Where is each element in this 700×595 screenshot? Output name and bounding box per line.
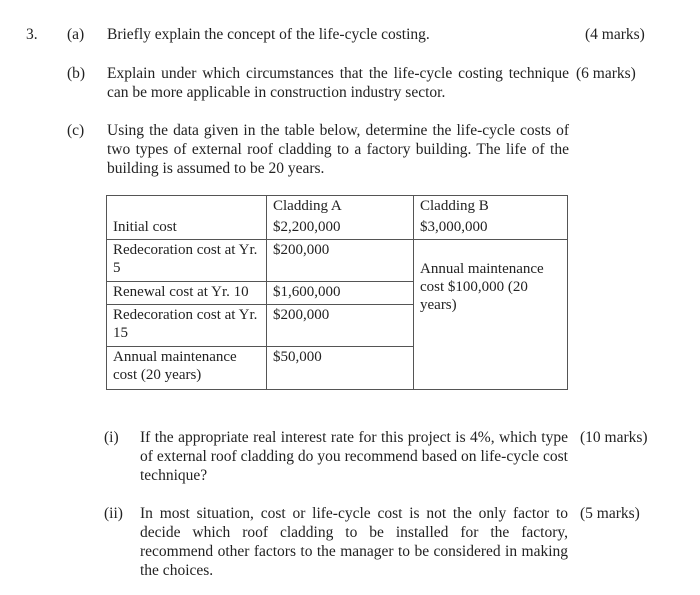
subpart-ii-text: In most situation, cost or life-cycle cost is not the only factor to decide which roof cladding to be installed for the factory, recommend other factors to the manager to be considered in making the choices. — [140, 505, 568, 579]
table-header-b: Cladding B — [414, 196, 568, 218]
table-cell-item: Redecoration cost at Yr. 15 — [107, 304, 267, 347]
table-cell-a: $50,000 — [267, 347, 414, 390]
table-header-empty — [107, 196, 267, 218]
table-cell-item: Redecoration cost at Yr. 5 — [107, 239, 267, 282]
table-cell-a: $2,200,000 — [267, 217, 414, 239]
part-a-marks: (4 marks) — [585, 26, 645, 43]
question-number: 3. — [26, 26, 38, 43]
table-cell-b-maintenance: Annual maintenance cost $100,000 (20 years) — [414, 239, 568, 389]
part-c-label: (c) — [67, 122, 85, 139]
table-cell-item: Annual maintenance cost (20 years) — [107, 347, 267, 390]
table-cell-a: $200,000 — [267, 239, 414, 282]
table-cell-a: $200,000 — [267, 304, 414, 347]
part-b-label: (b) — [67, 65, 86, 82]
table-row — [107, 217, 568, 239]
table-row — [107, 196, 568, 218]
table-row — [107, 239, 568, 282]
subpart-ii-marks: (5 marks) — [580, 505, 640, 522]
part-a-text: Briefly explain the concept of the life-cycle costing. — [107, 26, 430, 43]
table-header-a: Cladding A — [267, 196, 414, 218]
table-cell-b: $3,000,000 — [414, 217, 568, 239]
subpart-ii-label: (ii) — [104, 505, 123, 522]
table-cell-a: $1,600,000 — [267, 282, 414, 304]
part-b-marks: (6 marks) — [576, 65, 636, 82]
subpart-i-text: If the appropriate real interest rate for this project is 4%, which type of external roof cladding do you recommend based on life-cycle cost technique? — [140, 429, 568, 484]
subpart-i-marks: (10 marks) — [580, 429, 648, 446]
cladding-table — [106, 195, 568, 390]
table-cell-item: Renewal cost at Yr. 10 — [107, 282, 267, 304]
table-cell-item: Initial cost — [107, 217, 267, 239]
part-c-text: Using the data given in the table below, determine the life-cycle costs of two types of external roof cladding to a factory building. The life of the building is assumed to be 20 years. — [107, 122, 569, 177]
part-a-label: (a) — [67, 26, 85, 43]
part-b-text: Explain under which circumstances that the life-cycle costing technique can be more applicable in construction industry sector. — [107, 65, 569, 101]
subpart-i-label: (i) — [104, 429, 119, 446]
